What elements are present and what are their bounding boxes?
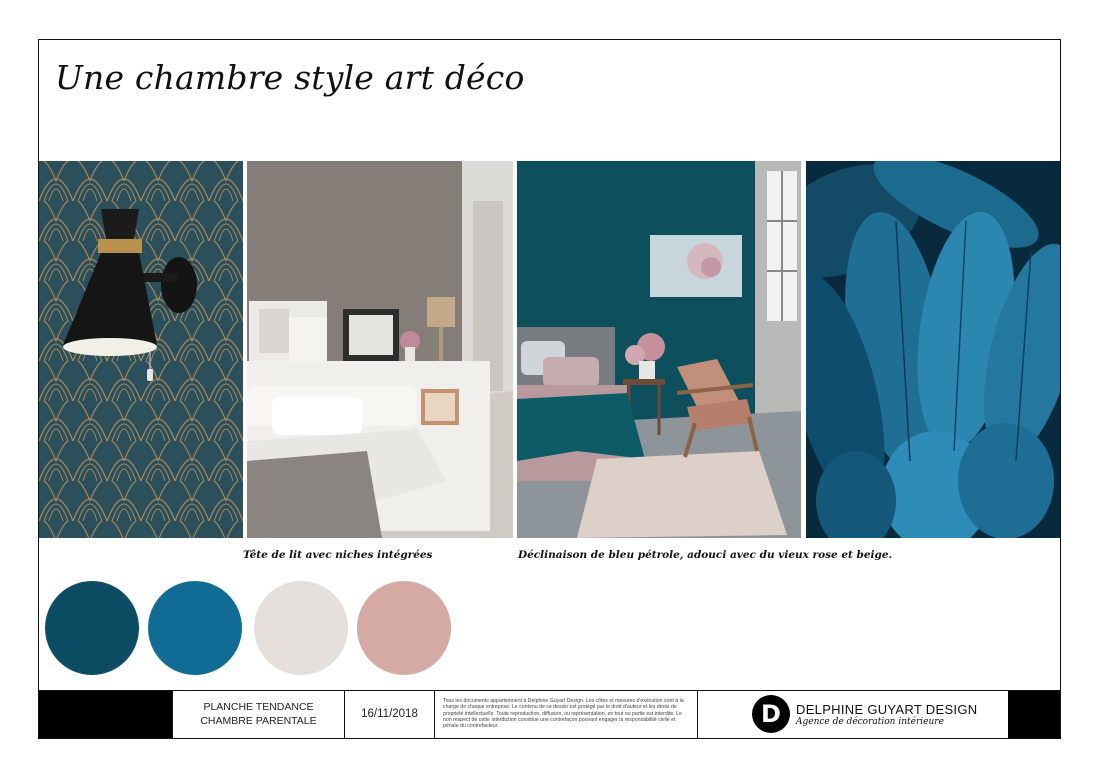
photo-grey-bedroom <box>247 161 513 538</box>
planche-line1: PLANCHE TENDANCE <box>203 701 314 713</box>
footer-black-block-right <box>1008 691 1060 738</box>
wallpaper-lamp-image <box>39 161 243 538</box>
mood-board <box>38 39 1061 739</box>
swatch-ocean-blue <box>148 581 242 675</box>
photo-blue-feathers <box>806 161 1061 538</box>
swatch-petrol-blue <box>45 581 139 675</box>
brand-cell <box>697 691 1007 738</box>
brand-tagline: Agence de décoration intérieure <box>796 717 944 727</box>
brand-logo-icon <box>752 695 790 733</box>
photo-art-deco-wallpaper <box>39 161 243 538</box>
planche-label <box>172 691 344 738</box>
board-title: Une chambre style art déco <box>55 58 525 97</box>
brand-name: DELPHINE GUYART DESIGN <box>796 702 978 717</box>
footer-black-block-left <box>39 691 172 738</box>
planche-line2: CHAMBRE PARENTALE <box>200 715 317 727</box>
grey-bedroom-image <box>247 161 513 538</box>
photo-petrol-blue-bedroom <box>517 161 801 538</box>
date-cell: 16/11/2018 <box>344 691 434 738</box>
legal-notice: Tous les documents appartiennent à Delphine Guyart Design. Les côtes et mesures d'exécution sont à la charge de chaque entreprise. Le contenu de ce dessin est protégé par le droit d'auteur et les droits de propriété intellectuelle. Toute reproduction, diffusion, ou représentation, en tout ou partie est interdite. Le non respect de cette interdiction constitue une contrefaçon pouvant engager la responsabilité civile et pénale du contrefacteur. <box>434 691 697 738</box>
blue-bedroom-image <box>517 161 801 538</box>
swatch-old-rose <box>357 581 451 675</box>
title-block-footer <box>39 690 1060 738</box>
swatch-beige <box>254 581 348 675</box>
caption-headboard: Tête de lit avec niches intégrées <box>243 549 433 561</box>
caption-palette: Déclinaison de bleu pétrole, adouci avec du vieux rose et beige. <box>518 549 893 561</box>
feathers-image <box>806 161 1061 538</box>
logo-letter: D <box>761 700 781 728</box>
